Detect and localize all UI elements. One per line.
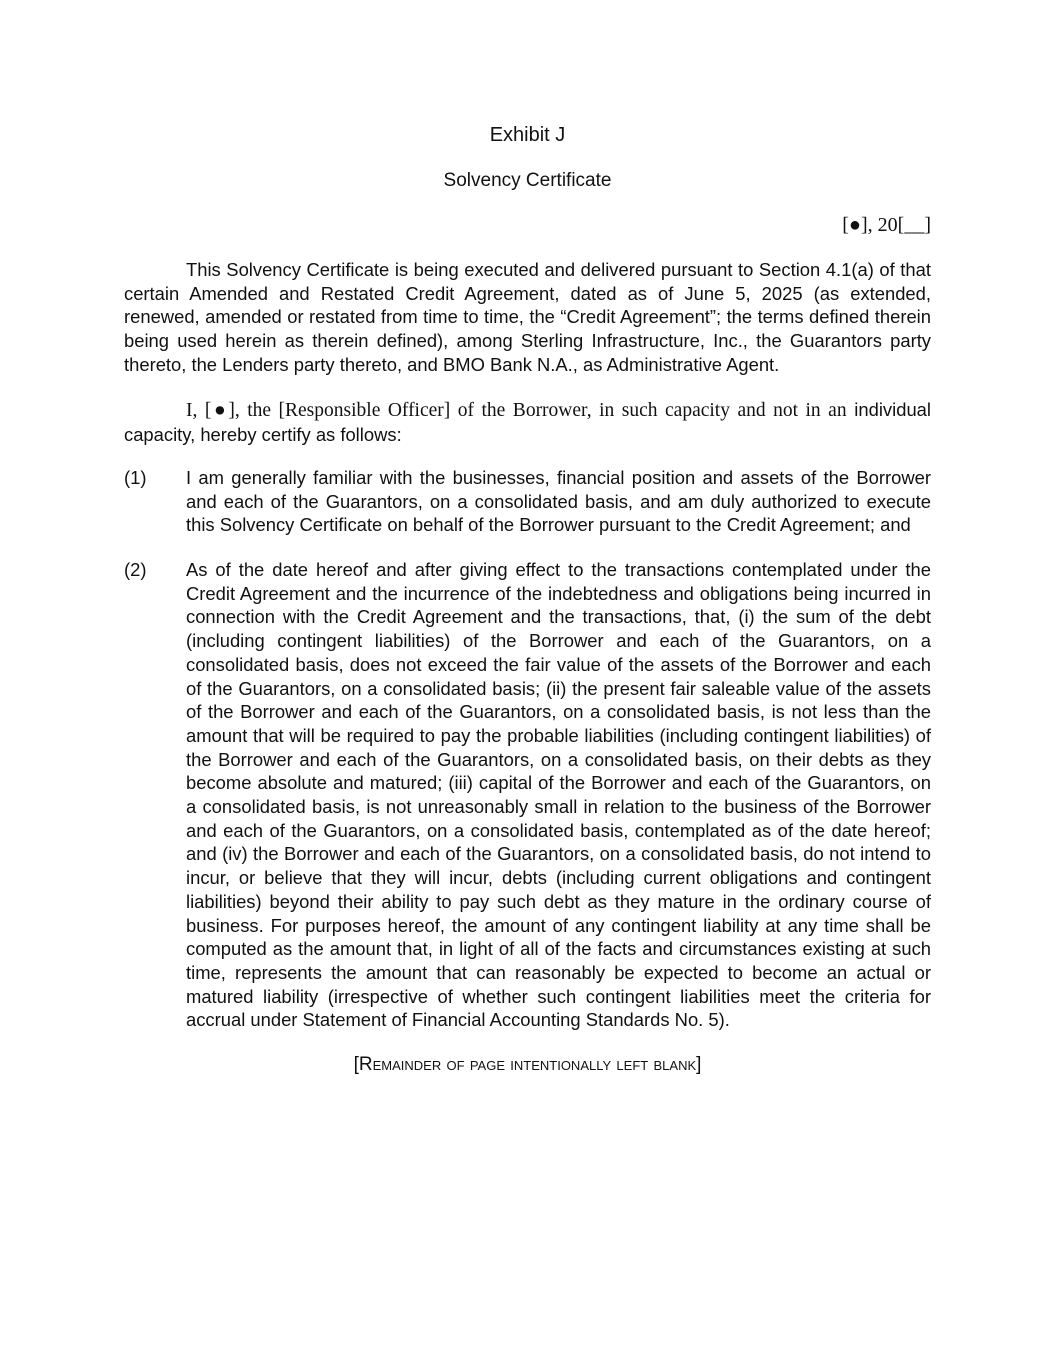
remainder-notice — [0, 1054, 1055, 1076]
document-title: Solvency Certificate — [443, 170, 612, 191]
remainder-open-bracket: [ — [353, 1054, 359, 1075]
date-line: [●], 20[__] — [842, 214, 931, 236]
list-item-text: I am generally familiar with the businesses, financial position and assets of the Borrower and each of the Guarantors, on a consolidated basis, and am duly authorized to execute this Solvency Certificate on behalf of the Borrower pursuant to the Credit Agreement; and — [186, 467, 931, 536]
list-item-number: (1) — [124, 467, 147, 488]
certify-paragraph-serif-part: I, [●], the [Responsible Officer] of the Borrower, in such capacity and not in an — [186, 400, 847, 421]
exhibit-title: Exhibit J — [489, 124, 566, 146]
intro-paragraph: This Solvency Certificate is being executed and delivered pursuant to Section 4.1(a) of that certain Amended and Restated Credit Agreement, dated as of June 5, 2025 (as extended, renewed, amended or restated from time to time, the “Credit Agreement”; the terms defined therein being used herein as therein defined), among Sterling Infrastructure, Inc., the Guarantors party thereto, the Lenders party thereto, and BMO Bank N.A., as Administrative Agent. — [124, 259, 931, 375]
remainder-close-bracket: ] — [696, 1054, 702, 1075]
list-item-number: (2) — [124, 559, 147, 580]
certify-paragraph-rest: individual capacity, hereby certify as follows: — [124, 399, 931, 445]
list-item-text: As of the date hereof and after giving effect to the transactions contemplated under the Credit Agreement and the incurrence of the indebtedness and obligations being incurred in connection with the Credit Agreement and the transactions, that, (i) the sum of the debt (including contingent liabilities) of the Borrower and each of the Guarantors, on a consolidated basis, does not exceed the fair value of the assets of the Borrower and each of the Guarantors, on a consolidated basis; (ii) the present fair saleable value of the assets of the Borrower and each of the Guarantors, on a consolidated basis, is not less than the amount that will be required to pay the probable liabilities (including contingent liabilities) of the Borrower and each of the Guarantors, on a consolidated basis, on their debts as they become absolute and matured; (iii) capital of the Borrower and each of the Guarantors, on a consolidated basis, is not unreasonably small in relation to the business of the Borrower and each of the Guarantors, on a consolidated basis, contemplated as of the date hereof; and (iv) the Borrower and each of the Guarantors, on a consolidated basis, do not intend to incur, or believe that they will incur, debts (including current obligations and contingent liabilities) beyond their ability to pay such debt as they mature in the ordinary course of business. For purposes hereof, the amount of any contingent liability at any time shall be computed as the amount that, in light of all of the facts and circumstances existing at such time, represents the amount that can reasonably be expected to become an actual or matured liability (irrespective of whether such contingent liabilities meet the criteria for accrual under Statement of Financial Accounting Standards No. 5). — [186, 559, 931, 1031]
certify-paragraph — [124, 398, 931, 446]
remainder-text: Remainder of page intentionally left blank — [358, 1054, 697, 1075]
